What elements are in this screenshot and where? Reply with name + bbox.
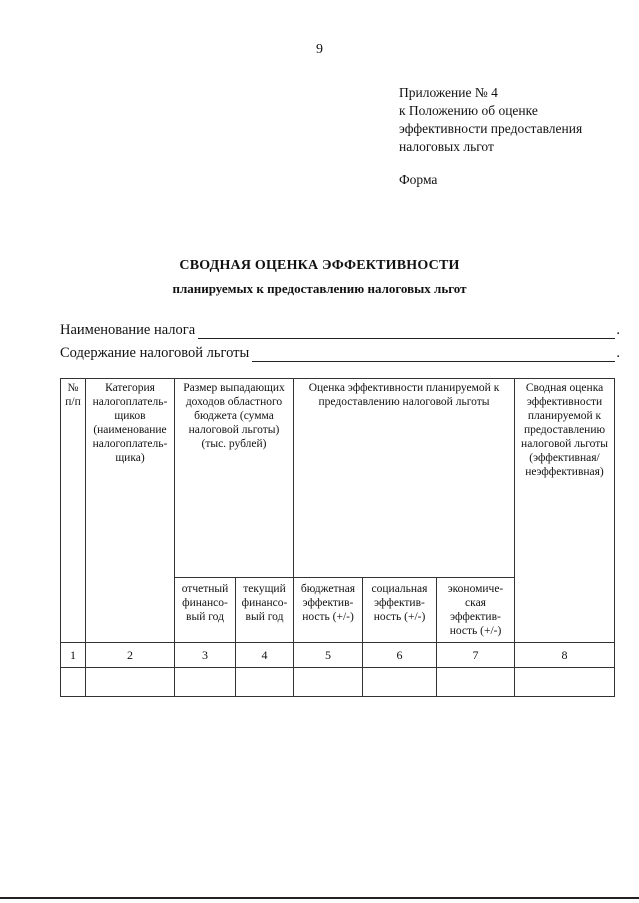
- tax-name-label: Наименование налога: [60, 322, 196, 338]
- subheader-reporting-year: отчетный финансо-вый год: [175, 578, 236, 643]
- assessment-table: [60, 378, 615, 697]
- subheader-current-year: текущий финансо-вый год: [236, 578, 294, 643]
- column-number: 7: [437, 643, 515, 668]
- column-number-row: [61, 643, 615, 668]
- header-summary: Сводная оценка эффективности планируемой к предоставлению налоговой льготы (эффективная/ неэффективная): [515, 379, 615, 643]
- tax-name-field: [60, 322, 620, 339]
- header-num: № п/п: [61, 379, 86, 643]
- column-number: 2: [86, 643, 175, 668]
- appendix-heading: [399, 84, 582, 156]
- field-end-mark: .: [616, 345, 620, 361]
- empty-cell[interactable]: [61, 668, 86, 697]
- document-title: СВОДНАЯ ОЦЕНКА ЭФФЕКТИВНОСТИ: [179, 258, 460, 273]
- benefit-content-label: Содержание налоговой льготы: [60, 345, 250, 361]
- subheader-budget-efficiency: бюджетная эффектив-ность (+/-): [294, 578, 363, 643]
- column-number: 8: [515, 643, 615, 668]
- table-header-row: [61, 379, 615, 578]
- column-number: 3: [175, 643, 236, 668]
- empty-cell[interactable]: [363, 668, 437, 697]
- table-row: [61, 668, 615, 697]
- document-subtitle: планируемых к предоставлению налоговых льгот: [172, 281, 467, 296]
- subheader-social-efficiency: социальная эффектив-ность (+/-): [363, 578, 437, 643]
- subheader-economic-efficiency: экономиче-ская эффектив-ность (+/-): [437, 578, 515, 643]
- empty-cell[interactable]: [294, 668, 363, 697]
- column-number: 5: [294, 643, 363, 668]
- form-label: Форма: [399, 172, 438, 187]
- appendix-line: налоговых льгот: [399, 139, 494, 154]
- column-number: 4: [236, 643, 294, 668]
- empty-cell[interactable]: [86, 668, 175, 697]
- field-end-mark: .: [616, 322, 620, 338]
- header-assessment: Оценка эффективности планируемой к предоставлению налоговой льготы: [294, 379, 515, 578]
- header-category: Категория налогоплатель-щиков (наименование налогоплатель-щика): [86, 379, 175, 643]
- tax-name-blank-line[interactable]: [198, 324, 615, 339]
- empty-cell[interactable]: [437, 668, 515, 697]
- empty-cell[interactable]: [175, 668, 236, 697]
- page-number: 9: [316, 42, 323, 57]
- page-bottom-rule: [0, 897, 639, 899]
- appendix-line: к Положению об оценке: [399, 103, 538, 118]
- benefit-content-blank-line[interactable]: [252, 347, 615, 362]
- column-number: 1: [61, 643, 86, 668]
- empty-cell[interactable]: [515, 668, 615, 697]
- benefit-content-field: [60, 345, 620, 362]
- header-lost-income: Размер выпадающих доходов областного бюджета (сумма налоговой льготы) (тыс. рублей): [175, 379, 294, 578]
- column-number: 6: [363, 643, 437, 668]
- appendix-line: Приложение № 4: [399, 85, 498, 100]
- empty-cell[interactable]: [236, 668, 294, 697]
- appendix-line: эффективности предоставления: [399, 121, 583, 136]
